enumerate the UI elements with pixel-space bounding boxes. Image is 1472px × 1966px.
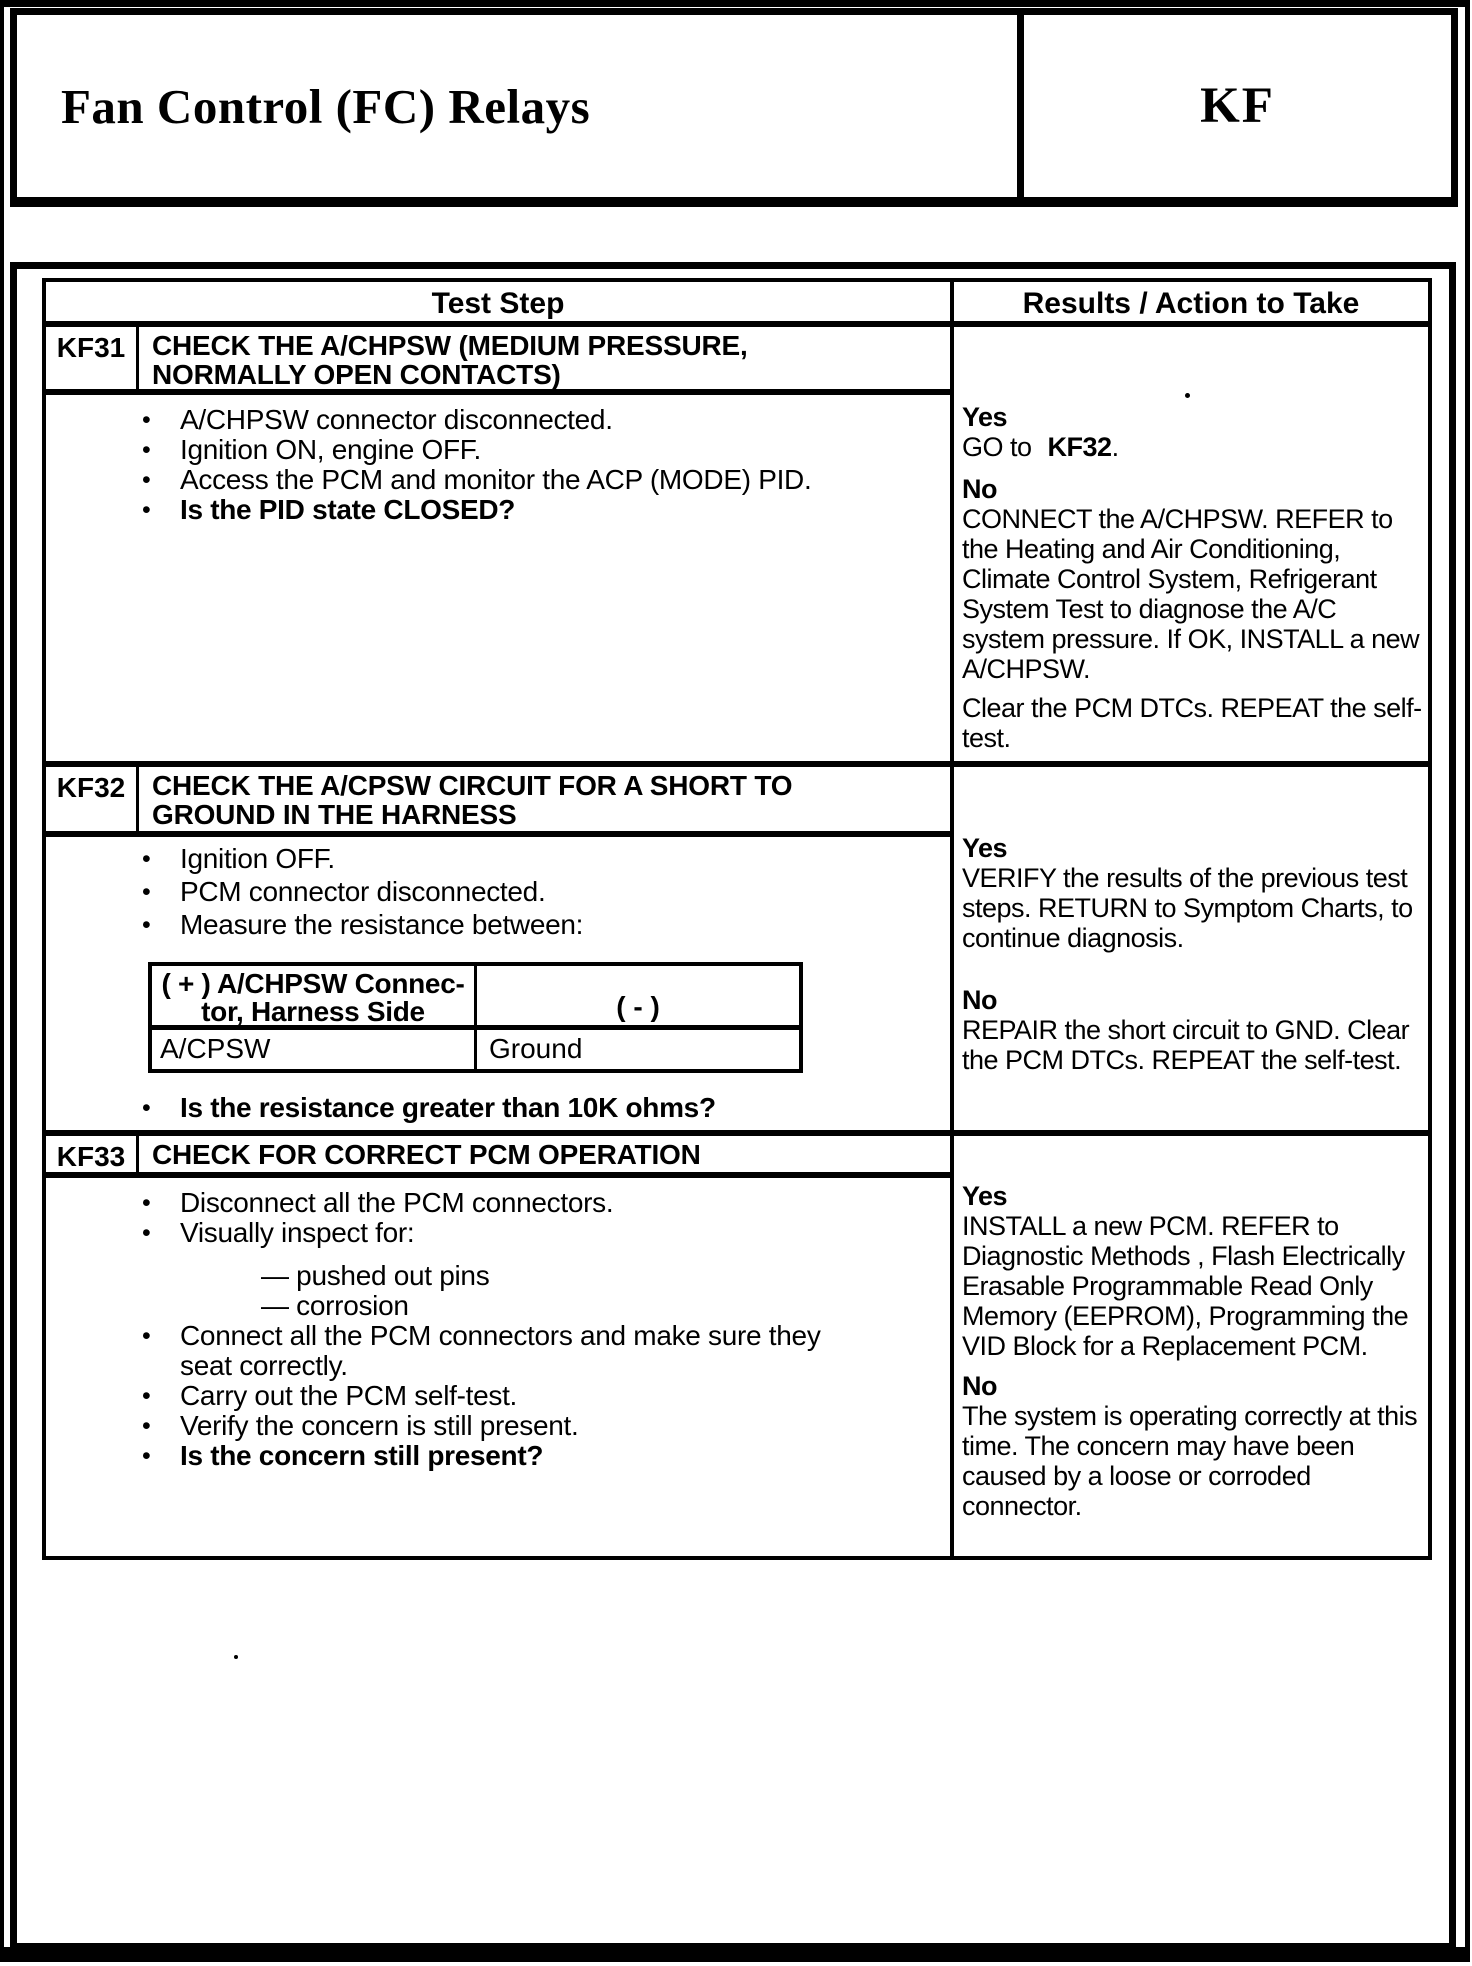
bullet-icon: •: [142, 1094, 151, 1122]
test-step-table: [42, 278, 1432, 1560]
section-code: KF: [1200, 78, 1275, 134]
test-step-kf32: [46, 761, 1428, 1130]
yes-action: INSTALL a new PCM. REFER to Diagnostic Methods , Flash Electrically Erasable Programmable Read Only Memory (EEPROM), Programming the VID Block for a Replacement PCM.: [962, 1211, 1409, 1361]
kf31-step-title: [139, 327, 950, 389]
bullet-icon: •: [142, 406, 151, 434]
sub-list-item: — corrosion: [261, 1290, 409, 1321]
no-label: No: [962, 1371, 997, 1401]
list-item: • Measure the resistance between:: [142, 909, 584, 940]
measurement-table-row: [152, 1030, 799, 1069]
test-step-kf31: [46, 327, 1428, 761]
kf32-step-title: [139, 767, 950, 831]
bullet-icon: •: [142, 1412, 151, 1440]
kf31-title-line: NORMALLY OPEN CONTACTS): [152, 359, 561, 390]
list-item: • PCM connector disconnected.: [142, 876, 546, 907]
kf32-title-line: GROUND IN THE HARNESS: [152, 799, 517, 830]
yes-label: Yes: [962, 402, 1008, 432]
kf33-test-step-cell: [46, 1136, 954, 1556]
kf31-step-id: KF31: [46, 327, 139, 389]
list-item: • A/CHPSW connector disconnected.: [142, 404, 613, 435]
kf31-test-step-cell: [46, 327, 954, 761]
measurement-table-header: [152, 966, 799, 1030]
column-header-results: Results / Action to Take: [1022, 287, 1360, 320]
bullet-icon: •: [142, 911, 151, 939]
sub-list-item: — pushed out pins: [261, 1260, 490, 1291]
bullet-icon: •: [142, 436, 151, 464]
yes-action: GO to KF32.: [962, 432, 1119, 462]
list-item: • Verify the concern is still present.: [142, 1410, 579, 1441]
no-label: No: [962, 474, 997, 504]
column-header-test-step: Test Step: [46, 282, 954, 321]
minus-lead-value: Ground: [489, 1033, 583, 1064]
document-header: [10, 8, 1458, 207]
plus-lead-value: A/CPSW: [152, 1030, 477, 1069]
no-action: CONNECT the A/CHPSW. REFER to the Heating and Air Conditioning, Climate Control System, Refrigerant System Test to diagnose the A/C system pressure. If OK, INSTALL a new A/CHPSW.: [962, 504, 1420, 684]
kf31-results-cell: [954, 327, 1428, 761]
kf32-title-line: CHECK THE A/CPSW CIRCUIT FOR A SHORT TO: [152, 770, 793, 801]
test-step-kf33: [46, 1130, 1428, 1556]
kf32-test-step-cell: [46, 767, 954, 1130]
yes-label: Yes: [962, 833, 1008, 863]
no-action: REPAIR the short circuit to GND. Clear the PCM DTCs. REPEAT the self-test.: [962, 1015, 1410, 1075]
kf33-title-line: CHECK FOR CORRECT PCM OPERATION: [152, 1139, 701, 1170]
list-item: • Connect all the PCM connectors and make sure they seat correctly.: [142, 1320, 821, 1381]
kf33-step-body: [46, 1178, 950, 1556]
list-item: • Visually inspect for:: [142, 1217, 415, 1248]
kf32-results-cell: [954, 767, 1428, 1130]
no-action: The system is operating correctly at this time. The concern may have been caused by a loose or corroded connector.: [962, 1401, 1418, 1521]
page-title: Fan Control (FC) Relays: [61, 78, 591, 134]
bullet-icon: •: [142, 845, 151, 873]
list-item: • Ignition OFF.: [142, 843, 335, 874]
bullet-icon: •: [142, 466, 151, 494]
minus-lead-header: ( - ): [616, 991, 660, 1022]
resistance-measurement-table: [148, 962, 803, 1073]
kf32-step-header: [46, 767, 950, 837]
bullet-icon: •: [142, 496, 151, 524]
list-item: • Carry out the PCM self-test.: [142, 1380, 518, 1411]
bullet-icon: •: [142, 1382, 151, 1410]
question-item: • Is the PID state CLOSED?: [142, 494, 516, 525]
no-action-2: Clear the PCM DTCs. REPEAT the self-test.: [962, 693, 1422, 753]
no-label: No: [962, 985, 997, 1015]
kf31-step-body: [46, 395, 950, 761]
table-header-row: [46, 282, 1428, 327]
list-item: • Ignition ON, engine OFF.: [142, 434, 481, 465]
list-item: • Disconnect all the PCM connectors.: [142, 1187, 614, 1218]
header-code-cell: [1017, 15, 1451, 197]
yes-label: Yes: [962, 1181, 1008, 1211]
goto-step-ref: KF32: [1047, 432, 1112, 462]
header-title-cell: [17, 15, 1017, 197]
kf31-step-header: [46, 327, 950, 395]
kf33-results-cell: [954, 1136, 1428, 1556]
kf33-step-id: KF33: [46, 1136, 139, 1172]
content-box: [10, 262, 1456, 1950]
question-item: • Is the resistance greater than 10K ohms?: [142, 1092, 716, 1123]
bullet-icon: •: [142, 1322, 151, 1350]
bullet-icon: •: [142, 1219, 151, 1247]
question-item: • Is the concern still present?: [142, 1440, 544, 1471]
yes-action: VERIFY the results of the previous test steps. RETURN to Symptom Charts, to continue diagnosis.: [962, 863, 1413, 953]
list-item: • Access the PCM and monitor the ACP (MODE) PID.: [142, 464, 812, 495]
kf33-step-header: [46, 1136, 950, 1178]
bullet-icon: •: [142, 1189, 151, 1217]
kf32-step-id: KF32: [46, 767, 139, 831]
plus-lead-header: ( + ) A/CHPSW Connec- tor, Harness Side: [152, 966, 477, 1025]
bullet-icon: •: [142, 1442, 151, 1470]
kf32-step-body: [46, 837, 950, 1130]
bullet-icon: •: [142, 878, 151, 906]
kf31-title-line: CHECK THE A/CHPSW (MEDIUM PRESSURE,: [152, 330, 748, 361]
scan-artifact-dot: [234, 1655, 238, 1659]
scan-artifact-dot: [1185, 393, 1190, 398]
kf33-step-title: [139, 1136, 950, 1172]
